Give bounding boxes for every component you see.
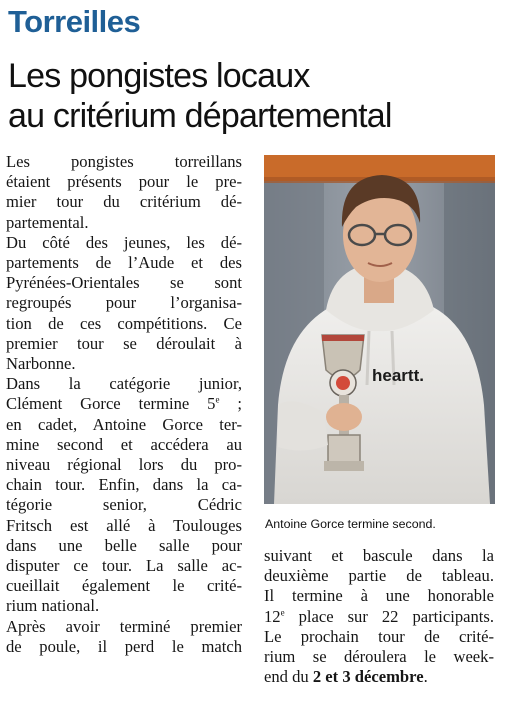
body-line: mier tour du critérium dé-	[6, 192, 242, 212]
ordinal-suffix: e	[280, 607, 285, 618]
body-line: étaient présents pour le pre-	[6, 172, 242, 192]
body-line: partements de l’Aude et des	[6, 253, 242, 273]
photo-caption: Antoine Gorce termine second.	[265, 517, 436, 531]
body-line	[264, 607, 494, 627]
body-line: mine second et accédera au	[6, 434, 242, 454]
body-line: dans une belle salle pour	[6, 535, 242, 555]
article-headline	[8, 56, 508, 136]
body-line: Pyrénées-Orientales se sont	[6, 273, 242, 293]
body-line: cueillait également le crité-	[6, 576, 242, 596]
body-line: partemental.	[6, 212, 89, 232]
body-line	[264, 667, 494, 687]
body-line: disputer ce tour. La salle ac-	[6, 556, 242, 576]
body-line: Du côté des jeunes, les dé-	[6, 232, 242, 252]
article-column-2	[264, 546, 494, 687]
body-line: Les pongistes torreillans	[6, 152, 242, 171]
body-line: premier tour se déroulait à	[6, 333, 242, 353]
article-photo	[264, 155, 495, 504]
body-line: rium se déroulera le week-	[264, 647, 494, 667]
body-line: deuxième partie de tableau.	[264, 566, 494, 586]
body-line: tégorie senior, Cédric	[6, 495, 242, 515]
body-line-text: place sur 22 participants.	[284, 606, 494, 626]
body-line: Après avoir terminé premier	[6, 616, 242, 636]
article-column-1	[6, 152, 242, 657]
body-line: Dans la catégorie junior,	[6, 374, 242, 394]
body-line: Le prochain tour de crité-	[264, 626, 494, 646]
body-line: Il termine à une honorable	[264, 586, 494, 606]
body-line: Fritsch est allé à Toulouges	[6, 515, 242, 535]
body-line: niveau régional lors du pro-	[6, 455, 242, 475]
body-line: en cadet, Antoine Gorce ter-	[6, 414, 242, 434]
article-kicker: Torreilles	[8, 4, 141, 39]
body-line-text: end du	[264, 667, 313, 687]
headline-line-1: Les pongistes locaux	[8, 57, 310, 95]
body-line: regroupés pour l’organisa-	[6, 293, 242, 313]
event-date: 2 et 3 décembre	[312, 667, 424, 687]
body-line: Narbonne.	[6, 354, 76, 374]
headline-line-2: au critérium départemental	[8, 97, 392, 135]
body-line-text: ;	[219, 394, 242, 414]
body-line: de poule, il perd le match	[6, 636, 242, 656]
body-line	[6, 394, 242, 414]
body-line-text: 12	[264, 606, 281, 626]
ordinal-suffix: e	[215, 394, 220, 405]
body-line: chain tour. Enfin, dans la ca-	[6, 475, 242, 495]
body-line: rium national.	[6, 596, 100, 616]
body-line: tion de ces compétitions. Ce	[6, 313, 242, 333]
body-line-text: .	[423, 667, 428, 687]
body-line: suivant et bascule dans la	[264, 546, 494, 565]
shirt-logo-text: heartt.	[372, 366, 424, 385]
body-line-text: Clément Gorce termine 5	[6, 394, 216, 414]
